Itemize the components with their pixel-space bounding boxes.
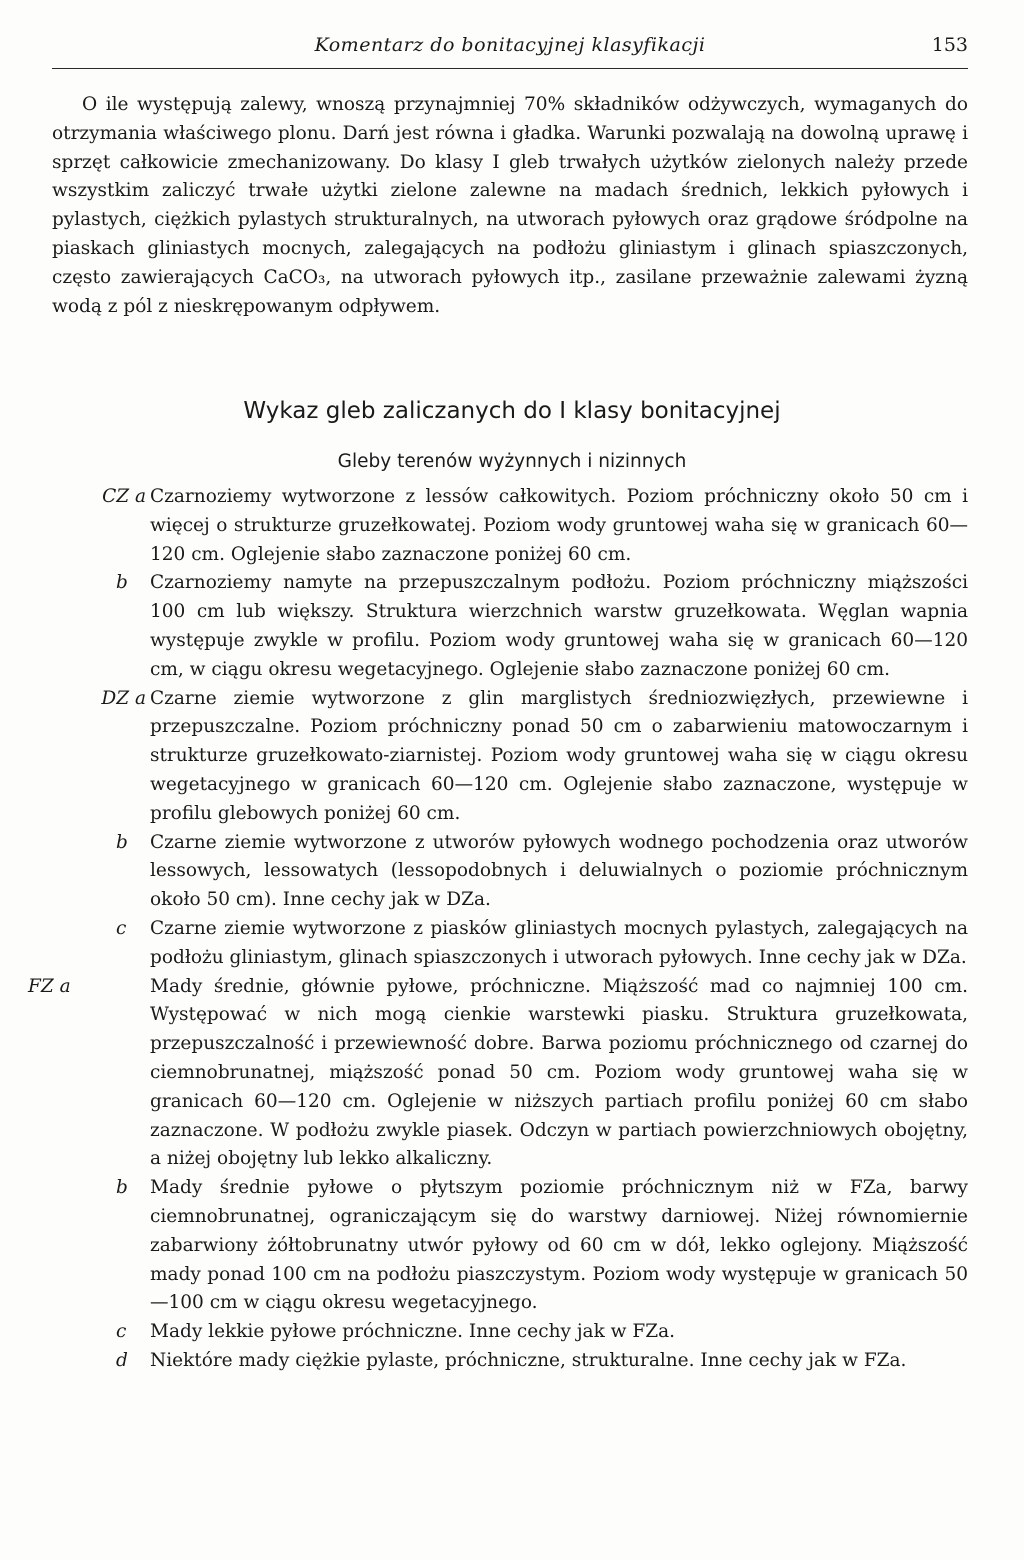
soil-description: Mady średnie, głównie pyłowe, próchniczne. Miąższość mad co najmniej 100 cm. Występować w nich mogą cienkie warstewki piasku. Struktura gruzełkowata, przepuszczalność i przewiewność dobre. Barwa poziomu próchnicznego od czarnej do ciemnobrunatnej, miąższość ponad 50 cm. Poziom wody gruntowej waha się w granicach 60—120 cm. Oglejenie w niższych partiach profilu poniżej 60 cm słabo zaznaczone. W podłożu zwykle piasek. Odczyn w partiach powierzchniowych obojętny, a niżej obojętny lub lekko alkaliczny. [150,975,968,1170]
soil-code: DZ a [101,687,146,709]
soil-entry-dz-b [0,829,1024,915]
soil-entry-dz-c [0,915,1024,973]
page-header [52,28,968,69]
soil-code: b [116,572,128,594]
soil-entry-fz-a [0,973,1024,1175]
soil-description: Czarne ziemie wytworzone z glin marglistych średniozwięzłych, przewiewne i przepuszczalne. Poziom próchniczny ponad 50 cm o zabarwieniu matowoczarnym i strukturze gruzełkowato-ziarnistej. Poziom wody gruntowej waha się w ciągu okresu wegetacyjnego w granicach 60—120 cm. Oglejenie słabo zaznaczone, występuje w profilu glebowych poniżej 60 cm. [150,687,968,824]
soil-code: CZ a [102,486,146,507]
page-number: 153 [931,34,968,56]
soil-entry-fz-d [0,1347,1024,1376]
section-subtitle: Gleby terenów wyżynnych i nizinnych [337,451,687,472]
running-title: Komentarz do bonitacyjnej klasyfikacji [314,34,706,56]
soil-code: b [116,1177,128,1199]
soil-entry-fz-b [0,1174,1024,1318]
soil-description: Niektóre mady ciężkie pylaste, próchniczne, strukturalne. Inne cechy jak w FZa. [150,1349,907,1371]
soil-description: Czarnoziemy wytworzone z lessów całkowitych. Poziom próchniczny około 50 cm i więcej o strukturze gruzełkowatej. Poziom wody gruntowej waha się w granicach 60—120 cm. Oglejenie słabo zaznaczone poniżej 60 cm. [150,486,968,565]
soil-entry-cz-b [0,569,1024,684]
soil-description: Czarnoziemy namyte na przepuszczalnym podłożu. Poziom próchniczny miąższości 100 cm lub większy. Struktura wierzchnich warstw gruzełkowata. Węglan wapnia występuje zwykle w profilu. Poziom wody gruntowej waha się w granicach 60—120 cm, w ciągu okresu wegetacyjnego. Oglejenie słabo zaznaczone poniżej 60 cm. [150,572,968,680]
soil-entry-cz-a [0,483,1024,569]
soil-code: FZ a [28,975,71,997]
soil-code: c [116,1321,127,1343]
soil-description: Mady lekkie pyłowe próchniczne. Inne cechy jak w FZa. [150,1321,675,1343]
soil-entry-dz-a [0,685,1024,829]
soil-code: b [116,831,128,853]
intro-paragraph: O ile występują zalewy, wnoszą przynajmniej 70% składników odżywczych, wymaganych do otrzymania właściwego plonu. Darń jest równa i gładka. Warunki pozwalają na dowolną uprawę i sprzęt całkowicie zmechanizowany. Do klasy I gleb trwałych użytków zielonych należy przede wszystkim zaliczyć trwałe użytki zielone zalewne na madach średnich, lekkich pyłowych i pylastych, ciężkich pylastych strukturalnych, na utworach pyłowych oraz grądowe śródpolne na piaskach gliniastych mocnych, zalegających na podłożu gliniastym i glinach spiaszczonych, często zawierających CaCO₃, na utworach pyłowych itp., zasilane przeważnie zalewami żyzną wodą z pól z nieskrępowanym odpływem. [52,94,968,317]
soil-description: Czarne ziemie wytworzone z piasków gliniastych mocnych pylastych, zalegających na podłożu gliniastym, glinach spiaszczonych i utworach pyłowych. Inne cechy jak w DZa. [150,917,968,968]
soil-code: c [116,917,127,939]
soil-entry-fz-c [0,1318,1024,1347]
soil-description: Czarne ziemie wytworzone z utworów pyłowych wodnego pochodzenia oraz utworów lessowych, lessowatych (lessopodobnych i deluwialnych o poziomie próchnicznym około 50 cm). Inne cechy jak w DZa. [150,831,968,911]
soil-list [0,483,1024,1376]
section-title: Wykaz gleb zaliczanych do I klasy bonitacyjnej [243,398,781,424]
soil-description: Mady średnie pyłowe o płytszym poziomie próchnicznym niż w FZa, barwy ciemnobrunatnej, ograniczającym się do warstwy darniowej. Niżej równomiernie zabarwiony żółtobrunatny utwór pyłowy od 60 cm w dół, lekko oglejony. Miąższość mady ponad 100 cm na podłożu piaszczystym. Poziom wody występuje w granicach 50—100 cm w ciągu okresu wegetacyjnego. [150,1177,968,1314]
soil-code: d [116,1349,128,1371]
